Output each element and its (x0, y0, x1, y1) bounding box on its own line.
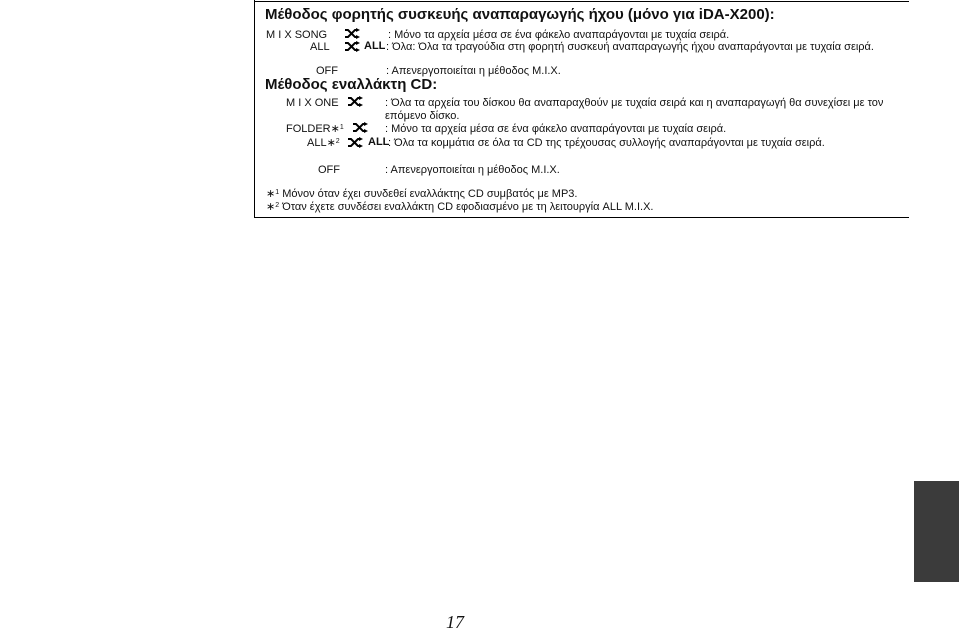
mode-label-off: OFF (316, 65, 338, 77)
mode-label-all: ALL (310, 41, 330, 53)
page-edge-tab (914, 481, 959, 582)
mode-desc-all: : Όλα: Όλα τα τραγούδια στη φορητή συσκευή αναπαραγωγής ήχου αναπαράγονται με τυχαία σειρά. (386, 41, 874, 53)
mode-label-folder: FOLDER∗$^1$ (286, 123, 344, 135)
mode-desc-off-changer: : Απενεργοποιείται η μέθοδος M.I.X. (385, 164, 560, 176)
mode-label-mix-song: M I X SONG (266, 29, 328, 41)
mode-label-all-changer: ALL∗$^2$ (307, 137, 340, 149)
bottom-rule (254, 217, 909, 218)
top-rule (254, 1, 909, 2)
shuffle-icon (347, 137, 363, 148)
mode-desc-mix-song: : Μόνο τα αρχεία μέσα σε ένα φάκελο αναπαράγονται με τυχαία σειρά. (388, 29, 730, 41)
footnote-1: ∗$^1$ Μόνον όταν έχει συνδεθεί εναλλάκτης CD συμβατός με MP3. (266, 188, 578, 200)
all-icon: ALL (364, 40, 386, 52)
heading-player-mode: Μέθοδος φορητής συσκευής αναπαραγωγής ήχου (μόνο για iDA-X200): (265, 6, 775, 23)
shuffle-icon (352, 122, 368, 133)
mode-label-mix-one: M I X ONE (286, 97, 339, 109)
shuffle-icon (344, 28, 360, 39)
mode-desc-mix-one: : Όλα τα αρχεία του δίσκου θα αναπαραχθούν με τυχαία σειρά και η αναπαραγωγή θα συνεχίσει με τον επόμενο δίσκο. (385, 97, 884, 122)
page-number: 17 (446, 612, 464, 632)
mode-label-off-changer: OFF (318, 164, 340, 176)
mode-desc-folder: : Μόνο τα αρχεία μέσα σε ένα φάκελο αναπαράγονται με τυχαία σειρά. (385, 123, 727, 135)
heading-changer-mode: Μέθοδος εναλλάκτη CD: (265, 76, 438, 93)
mode-desc-all-changer: : Όλα τα κομμάτια σε όλα τα CD της τρέχουσας συλλογής αναπαράγονται με τυχαία σειρά. (388, 137, 825, 149)
shuffle-icon (347, 96, 363, 107)
footnote-2: ∗$^2$ Όταν έχετε συνδέσει εναλλάκτη CD εφοδιασμένο με τη λειτουργία ALL M.I.X. (266, 201, 654, 213)
mode-desc-off: : Απενεργοποιείται η μέθοδος M.I.X. (386, 65, 561, 77)
all-icon: ALL (368, 136, 390, 148)
shuffle-icon (344, 41, 360, 52)
left-rule (254, 0, 255, 218)
